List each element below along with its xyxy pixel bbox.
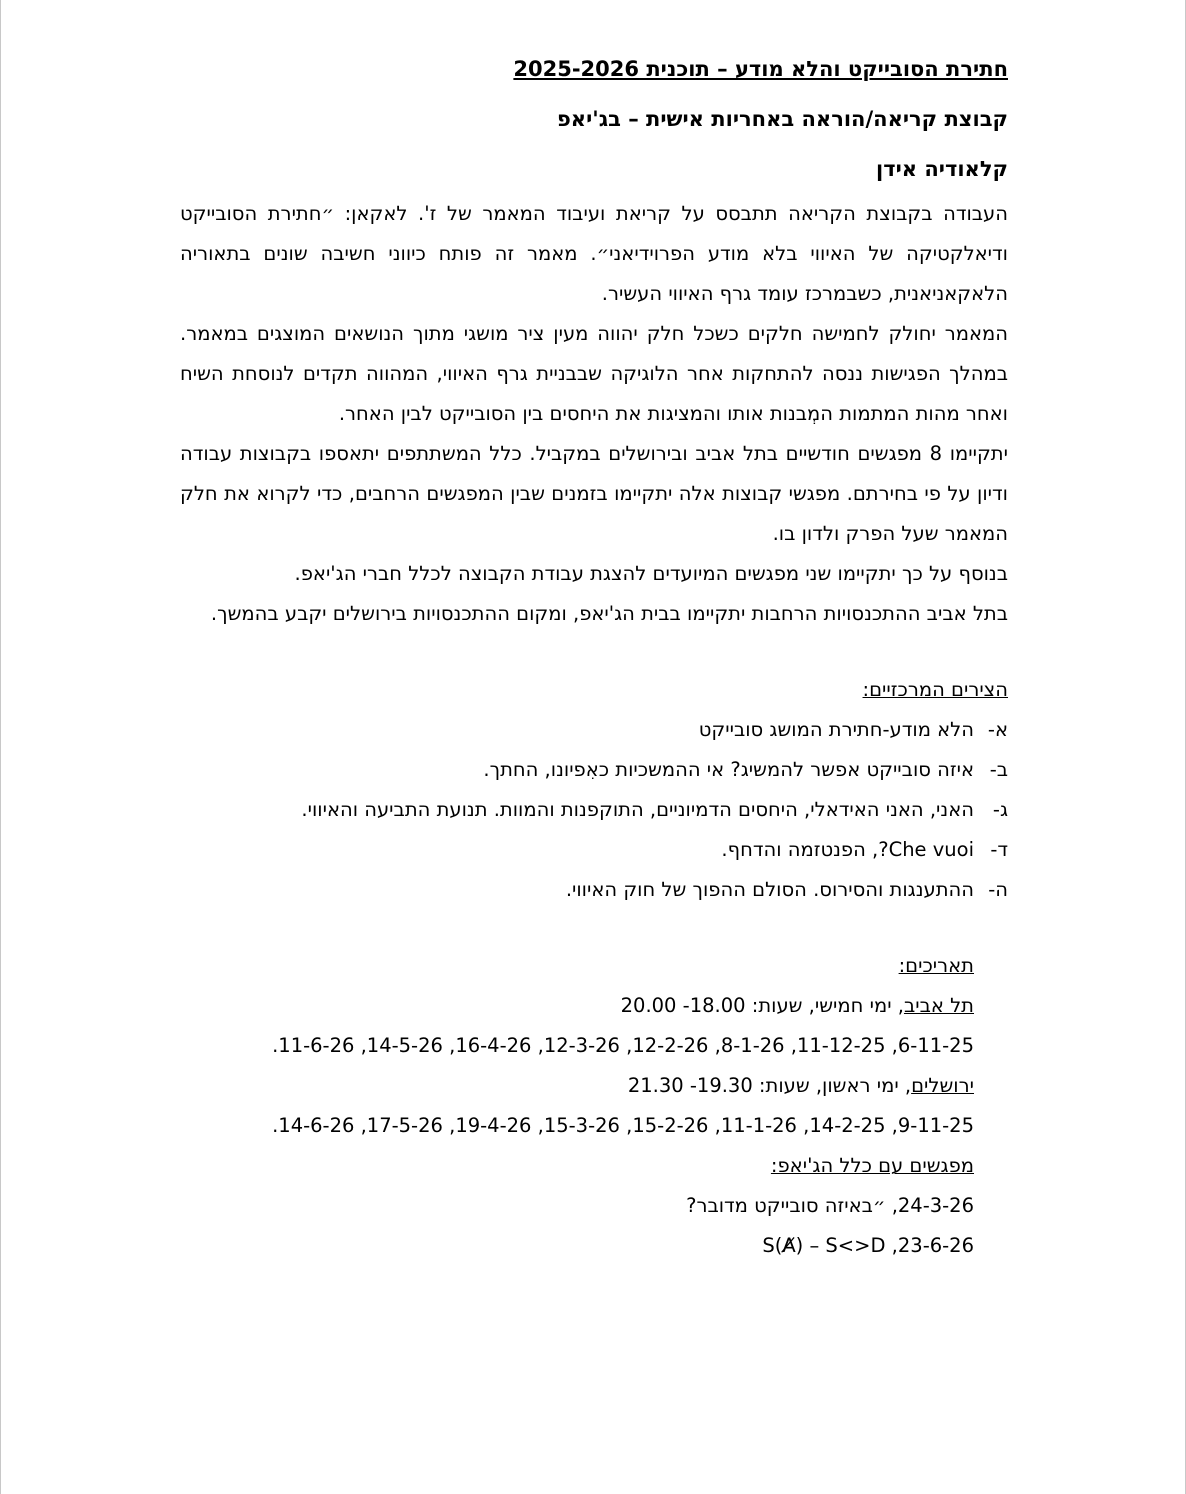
- document-author: קלאודיה אידן: [876, 157, 1008, 181]
- page-border-left: [0, 0, 1, 1494]
- tel-aviv-schedule: [180, 986, 974, 1026]
- list-marker: ב-: [989, 758, 1008, 781]
- list-item-text: איזה סובייקט אפשר להמשיג? אי ההמשכיות כאִפיונו, החתך.: [483, 758, 974, 781]
- general-meeting-2: 23-6-26, S(A̸) – S<>D: [762, 1234, 974, 1257]
- list-marker: א-: [987, 718, 1008, 741]
- jerusalem-schedule: [180, 1066, 974, 1106]
- list-item-text: ההתענגות והסירוס. הסולם ההפוך של חוק האיווי.: [565, 878, 974, 901]
- list-marker: ה-: [988, 878, 1008, 901]
- jerusalem-dates: 9-11-25, 14-2-25, 11-1-26, 15-2-26, 15-3-26, 19-4-26, 17-5-26, 14-6-26.: [272, 1114, 974, 1137]
- tel-aviv-dates: 6-11-25, 11-12-25, 8-1-26, 12-2-26, 12-3-26, 16-4-26, 14-5-26, 11-6-26.: [272, 1034, 974, 1057]
- topics-heading: הצירים המרכזיים:: [862, 678, 1008, 701]
- paragraph-structure: המאמר יחולק לחמישה חלקים כשכל חלק יהווה מעין ציר מושגי מתוך הנושאים המוצגים במאמר. במהלך הפגישות ננסה להתחקות אחר הלוגיקה שבבניית גרף האיווי, המהווה תקדים לנוסחת השיח ואחר מהות המתמות המְבנות אותו והמציגות את היחסים בין הסובייקט לבין האחר.: [180, 322, 1008, 425]
- list-marker: ד-: [990, 838, 1008, 861]
- list-marker: ג-: [992, 798, 1008, 821]
- list-item-text: Che vuoi?, הפנטזמה והדחף.: [721, 838, 974, 861]
- document-title: חתירת הסובייקט והלא מודע – תוכנית 2025-2026: [513, 57, 1008, 81]
- general-meeting-1: 24-3-26, ״באיזה סובייקט מדובר?: [686, 1194, 974, 1217]
- dates-heading: תאריכים:: [898, 954, 974, 977]
- list-item-text: האני, האני האידאלי, היחסים הדמיוניים, התוקפנות והמוות. תנועת התביעה והאיווי.: [301, 798, 974, 821]
- list-item: [180, 710, 1008, 750]
- list-item-text: הלא מודע-חתירת המושג סובייקט: [698, 718, 974, 741]
- paragraph-presentations: בנוסף על כך יתקיימו שני מפגשים המיועדים להצגת עבודת הקבוצה לכלל חברי הג'יאפ.: [294, 562, 1008, 585]
- paragraph-intro: העבודה בקבוצת הקריאה תתבסס על קריאת ועיבוד המאמר של ז'. לאקאן: ״חתירת הסובייקט ודיאלקטיקה של האיווי בלא מודע הפרוידיאני״. מאמר זה פותח כיווני חשיבה שונים בתאוריה הלאקאניאנית, כשבמרכז עומד גרף האיווי העשיר.: [180, 202, 1008, 305]
- tel-aviv-label: תל אביב: [903, 994, 974, 1017]
- jerusalem-label: ירושלים: [911, 1074, 974, 1097]
- jerusalem-hours: , ימי ראשון, שעות: 19.30- 21.30: [627, 1074, 912, 1097]
- list-item: [180, 830, 1008, 870]
- general-meetings-heading: מפגשים עם כלל הג'יאפ:: [770, 1154, 974, 1177]
- topics-list: [180, 710, 1008, 910]
- tel-aviv-hours: , ימי חמישי, שעות: 18.00- 20.00: [620, 994, 904, 1017]
- list-item: [180, 750, 1008, 790]
- dates-section: [180, 946, 1008, 1266]
- list-item: [180, 790, 1008, 830]
- paragraph-locations: בתל אביב ההתכנסויות הרחבות יתקיימו בבית הג'יאפ, ומקום ההתכנסויות בירושלים יקבע בהמשך.: [210, 602, 1008, 625]
- document-page: [180, 44, 1008, 1266]
- list-item: [180, 870, 1008, 910]
- paragraph-meetings: יתקיימו 8 מפגשים חודשיים בתל אביב ובירושלים במקביל. כלל המשתתפים יתאספו בקבוצות עבודה ודיון על פי בחירתם. מפגשי קבוצות אלה יתקיימו בזמנים שבין המפגשים הרחבים, כדי לקרוא את חלק המאמר שעל הפרק ולדון בו.: [180, 442, 1008, 545]
- document-subtitle: קבוצת קריאה/הוראה באחריות אישית – בג'יאפ: [557, 107, 1008, 131]
